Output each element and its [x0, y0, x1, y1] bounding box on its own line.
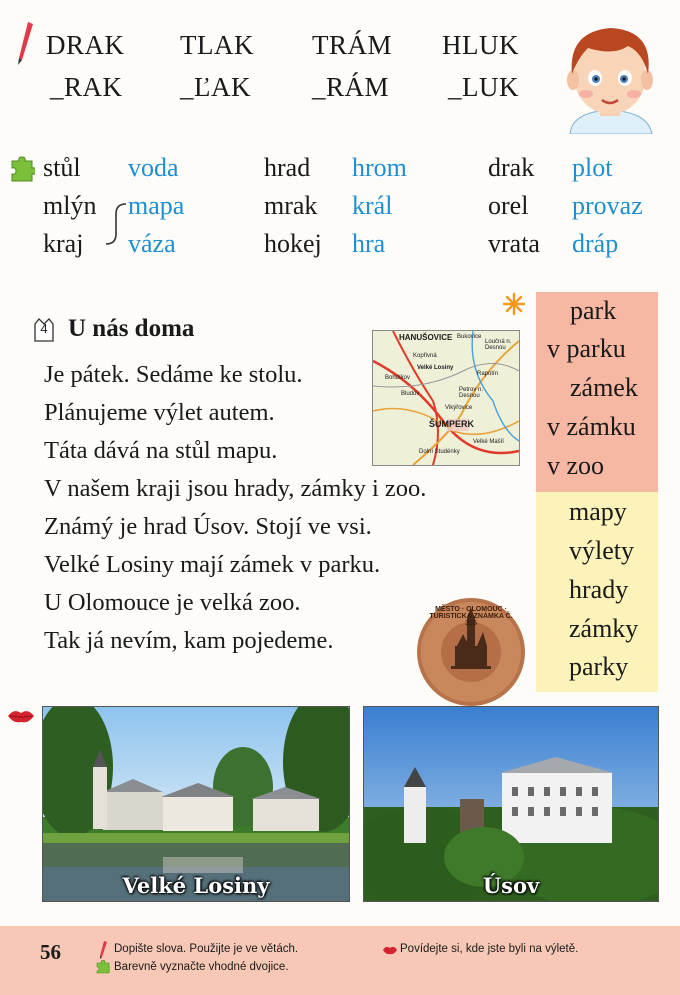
map-label: Velké Mašíl — [473, 439, 504, 445]
map-label: Bludov — [401, 391, 420, 397]
blank-ram: _RÁM — [312, 72, 390, 102]
word-drak: DRAK — [46, 30, 125, 60]
text-line: Táta dává na stůl mapu. — [44, 437, 278, 464]
photo-caption: Velké Losiny — [122, 873, 270, 898]
blank-lak: _ĽAK — [180, 72, 251, 102]
pair-blue: váza — [128, 229, 176, 258]
instruction-1: Dopište slova. Použijte je ve větách. — [114, 943, 299, 955]
badge-text: MĚSTO · OLOMOUC · TURISTICKÁ ZNÁMKA Č. 335 — [429, 606, 513, 627]
text-line: Velké Losiny mají zámek v parku. — [44, 551, 381, 578]
pair-black: kraj — [43, 229, 84, 258]
photo-usov — [363, 706, 659, 902]
photo-velke-losiny-image — [43, 707, 349, 901]
pair-black: mrak — [264, 191, 318, 220]
map-label: Petrov n. Desnou — [459, 387, 484, 399]
pair-black: hokej — [264, 229, 322, 258]
puzzle-icon — [9, 156, 35, 182]
pair-blue: provaz — [572, 191, 643, 220]
photo-velke-losiny — [42, 706, 350, 902]
text-line: V našem kraji jsou hrady, zámky i zoo. — [44, 475, 427, 502]
word-hluk: HLUK — [442, 30, 519, 60]
box-word: mapy — [569, 497, 627, 526]
box-word: v zámku — [547, 412, 636, 441]
text-line: Je pátek. Sedáme ke stolu. — [44, 361, 303, 388]
pair-blue: mapa — [128, 191, 185, 220]
section-number: 4 — [40, 321, 48, 336]
word-tram: TRÁM — [312, 30, 393, 60]
text-line: U Olomouce je velká zoo. — [44, 589, 301, 616]
map-label: Rapotín — [477, 371, 499, 377]
text-line: Plánujeme výlet autem. — [44, 399, 275, 426]
pair-black: drak — [488, 153, 535, 182]
pair-blue: voda — [128, 153, 179, 182]
pair-blue: král — [352, 191, 393, 220]
pair-blue: hra — [352, 229, 386, 258]
map-label: ŠUMPERK — [429, 419, 475, 429]
box-word: parky — [569, 652, 629, 681]
puzzle-icon-small — [96, 960, 110, 974]
pair-connector-line — [104, 198, 128, 248]
box-word: zámek — [570, 373, 638, 402]
box-word: hrady — [569, 575, 629, 604]
map-label: Kopřivná — [413, 353, 437, 359]
map-label: Vikýřovice — [445, 405, 473, 411]
map-label: Dolní Studénky — [419, 449, 460, 455]
pair-blue: hrom — [352, 153, 407, 182]
word-tlak: TLAK — [180, 30, 254, 60]
map-label: Loučná n. Desnou — [485, 339, 512, 351]
box-word: výlety — [569, 536, 634, 565]
section-title: U nás doma — [68, 315, 195, 342]
box-word: zámky — [569, 614, 639, 643]
map-label: HANUŠOVICE — [399, 333, 453, 342]
pair-black: orel — [488, 191, 529, 220]
lips-icon-small — [382, 944, 398, 956]
text-line: Známý je hrad Úsov. Stojí ve vsi. — [44, 513, 372, 540]
pair-black: vrata — [488, 229, 540, 258]
page-number: 56 — [40, 940, 61, 964]
box-word: v zoo — [547, 451, 605, 480]
map-label: Velké Losiny — [417, 365, 454, 371]
star-icon — [502, 292, 526, 316]
pencil-icon-small — [98, 940, 108, 960]
box-word: v parku — [547, 334, 626, 363]
boy-illustration — [558, 22, 662, 134]
pair-black: mlýn — [43, 191, 97, 220]
pair-blue: dráp — [572, 229, 619, 258]
box-word: park — [570, 296, 617, 325]
photo-caption: Úsov — [482, 873, 540, 898]
pair-blue: plot — [572, 153, 613, 182]
text-line: Tak já nevím, kam pojedeme. — [44, 627, 334, 654]
instruction-2: Barevně vyznačte vhodné dvojice. — [114, 961, 289, 973]
pair-black: stůl — [43, 153, 81, 182]
blank-luk: _LUK — [448, 72, 519, 102]
map-label: Bohdíkov — [385, 375, 411, 381]
pair-black: hrad — [264, 153, 311, 182]
map-label: Bukovice — [457, 334, 482, 340]
photo-usov-image — [364, 707, 658, 901]
lips-icon — [6, 706, 36, 726]
blank-rak: _RAK — [50, 72, 123, 102]
region-map — [372, 330, 520, 466]
instruction-3: Povídejte si, kde jste byli na výletě. — [400, 943, 579, 955]
pencil-icon — [14, 20, 36, 66]
